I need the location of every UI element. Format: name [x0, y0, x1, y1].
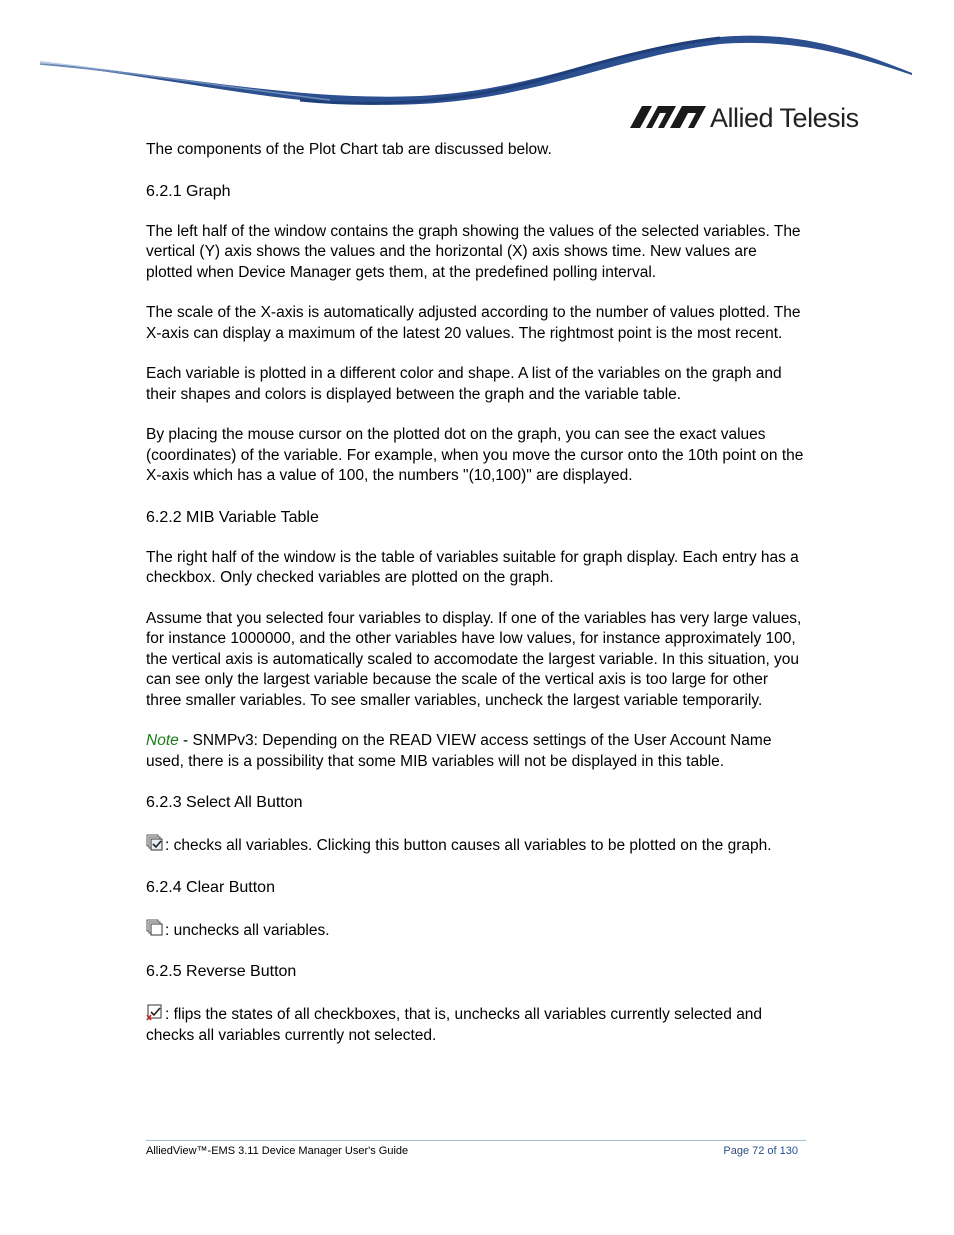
footer-divider	[146, 1140, 806, 1141]
mib-note	[146, 731, 806, 772]
graph-paragraph-2: The scale of the X-axis is automatically adjusted according to the number of values plotted. The X-axis can display a maximum of the latest 20 values. The rightmost point is the most recent.	[146, 304, 801, 342]
mib-table-heading: 6.2.2 MIB Variable Table	[146, 508, 319, 526]
graph-paragraph-3: Each variable is plotted in a different color and shape. A list of the variables on the graph and their shapes and colors is displayed between the graph and the variable table.	[146, 365, 782, 403]
graph-heading: 6.2.1 Graph	[146, 182, 231, 200]
note-label: Note	[146, 732, 179, 749]
clear-heading: 6.2.4 Clear Button	[146, 878, 275, 896]
reverse-description	[146, 1003, 806, 1046]
select-all-icon	[146, 834, 164, 852]
allied-telesis-logo	[630, 100, 870, 136]
footer-page-number: Page 72 of 130	[723, 1145, 798, 1157]
graph-paragraph-1: The left half of the window contains the graph showing the values of the selected variables. The vertical (Y) axis shows the values and the horizontal (X) axis shows time. New values are plotted when Device Manager gets them, at the predefined polling interval.	[146, 222, 801, 281]
select-all-heading: 6.2.3 Select All Button	[146, 794, 303, 811]
graph-paragraph-4: By placing the mouse cursor on the plotted dot on the graph, you can see the exact values (coordinates) of the variable. For example, when you move the cursor onto the 10th point on the X-axis which has a value of 100, the numbers "(10,100)" are displayed.	[146, 426, 804, 484]
select-all-text: : checks all variables. Clicking this button causes all variables to be plotted on the graph.	[165, 837, 772, 854]
mib-paragraph-2: Assume that you selected four variables to display. If one of the variables has very large values, for instance 1000000, and the other variables have low values, for instance approximately 100, the vertical axis is automatically scaled to accomodate the largest variable. In this situation, you can see only the largest variable because the scale of the vertical axis is too large for other three smaller variables. To see smaller variables, uncheck the largest variable temporarily.	[146, 609, 802, 709]
footer-guide-title: AlliedView™-EMS 3.11 Device Manager User's Guide	[146, 1145, 409, 1157]
clear-icon	[146, 919, 164, 937]
reverse-text: : flips the states of all checkboxes, that is, unchecks all variables currently selected and checks all variables currently not selected.	[146, 1006, 763, 1044]
page-content	[146, 138, 806, 1046]
note-text: - SNMPv3: Depending on the READ VIEW access settings of the User Account Name used, there is a possibility that some MIB variables will not be displayed in this table.	[146, 732, 772, 770]
brand-name: Allied Telesis	[710, 103, 859, 133]
mib-paragraph-1: The right half of the window is the table of variables suitable for graph display. Each entry has a checkbox. Only checked variables are plotted on the graph.	[146, 548, 799, 586]
clear-description	[146, 919, 806, 942]
intro-paragraph: The components of the Plot Chart tab are discussed below.	[146, 141, 552, 158]
reverse-heading: 6.2.5 Reverse Button	[146, 963, 297, 980]
clear-text: : unchecks all variables.	[165, 921, 330, 939]
logo-mark-icon	[630, 106, 706, 128]
select-all-description	[146, 834, 806, 857]
reverse-icon	[146, 1003, 164, 1021]
